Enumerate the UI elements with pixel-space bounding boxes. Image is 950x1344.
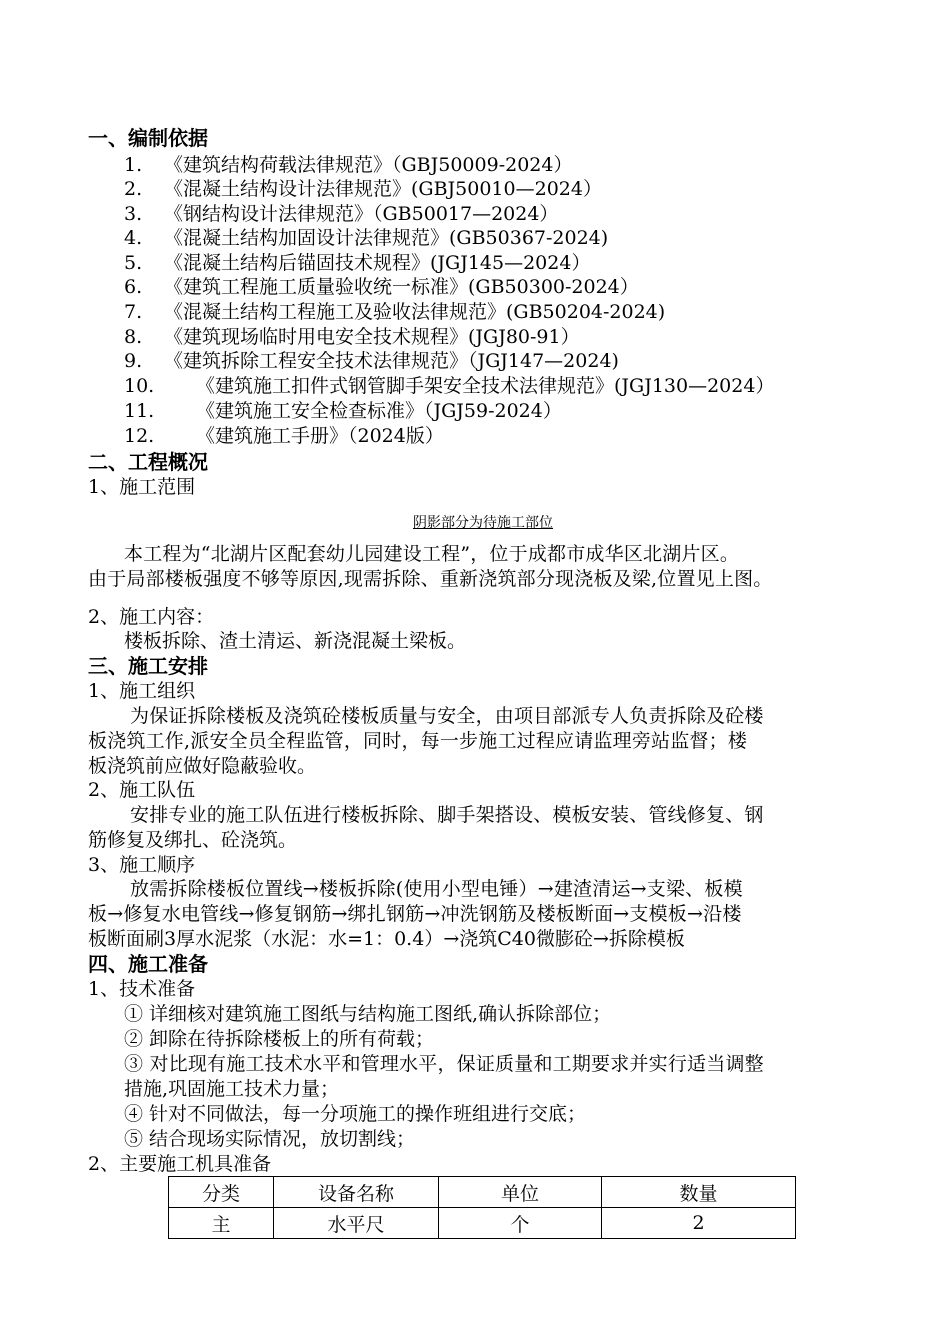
paragraph-line: 本工程为“北湖片区配套幼儿园建设工程”，位于成都市成华区北湖片区。 [124,543,740,565]
section-1-heading: 一、编制依据 [88,126,208,150]
reference-item [124,399,562,423]
reference-item [124,349,619,373]
list-item: 措施,巩固施工技术力量； [124,1078,340,1100]
section-4-heading: 四、施工准备 [88,952,208,976]
paragraph-line: 筋修复及绑扎、砼浇筑。 [88,829,298,851]
reference-number: 3. [124,203,143,225]
reference-number: 11. [124,400,155,422]
reference-number: 9. [124,350,143,372]
reference-number: 12. [124,425,155,447]
reference-number: 5. [124,252,143,274]
list-item: ④ 针对不同做法，每一分项施工的操作班组进行交底； [124,1103,587,1125]
paragraph-line: 安排专业的施工队伍进行楼板拆除、脚手架搭设、模板安装、管线修复、钢 [130,804,764,826]
reference-text: 《建筑拆除工程安全技术法律规范》（JGJ147—2024) [164,350,619,372]
reference-text: 《建筑结构荷载法律规范》（GBJ50009-2024） [164,154,573,176]
reference-text: 《建筑施工安全检查标准》（JGJ59-2024） [196,400,562,422]
reference-number: 2. [124,178,143,200]
reference-item [124,251,590,275]
reference-number: 7. [124,301,143,323]
subsection-heading: 2、施工内容： [88,606,215,628]
reference-item [124,424,444,448]
reference-item [124,325,580,349]
reference-item [124,226,608,250]
table-header-cell: 单位 [439,1177,602,1208]
paragraph-line: 为保证拆除楼板及浇筑砼楼板质量与安全，由项目部派专人负责拆除及砼楼 [130,705,764,727]
subsection-heading: 3、施工顺序 [88,854,196,876]
reference-number: 4. [124,227,143,249]
table-cell: 2 [602,1208,796,1239]
table-header-cell: 分类 [169,1177,274,1208]
table-header-cell: 数量 [602,1177,796,1208]
reference-item [124,300,665,324]
paragraph-line: 楼板拆除、渣土清运、新浇混凝土梁板。 [124,630,467,652]
reference-text: 《混凝土结构后锚固技术规程》(JGJ145—2024） [164,252,591,274]
reference-text: 《混凝土结构加固设计法律规范》(GB50367-2024) [164,227,609,249]
paragraph-line: 板断面刷3厚水泥浆（水泥：水=1：0.4）→浇筑C40微膨砼→拆除模板 [88,928,685,950]
paragraph-line: 由于局部楼板强度不够等原因,现需拆除、重新浇筑部分现浇板及梁,位置见上图。 [88,568,773,590]
table-header-row [169,1177,796,1208]
figure-caption: 阴影部分为待施工部位 [413,515,553,531]
reference-number: 6. [124,276,143,298]
list-item: ① 详细核对建筑施工图纸与结构施工图纸,确认拆除部位； [124,1003,612,1025]
reference-number: 10. [124,375,155,397]
reference-item [124,202,558,226]
subsection-heading: 1、施工组织 [88,680,196,702]
reference-number: 8. [124,326,143,348]
paragraph-line: 板浇筑工作,派安全员全程监管，同时，每一步施工过程应请监理旁站监督；楼 [88,730,748,752]
reference-text: 《混凝土结构工程施工及验收法律规范》(GB50204-2024) [164,301,666,323]
table-cell: 主 [169,1208,274,1239]
reference-text: 《混凝土结构设计法律规范》(GBJ50010—2024） [164,178,602,200]
table-cell: 个 [439,1208,602,1239]
table-row [169,1208,796,1239]
reference-number: 1. [124,154,143,176]
reference-text: 《建筑施工扣件式钢管脚手架安全技术法律规范》(JGJ130—2024） [196,375,775,397]
paragraph-line: 板→修复水电管线→修复钢筋→绑扎钢筋→冲洗钢筋及楼板断面→支模板→沿楼 [88,903,742,925]
reference-item [124,177,602,201]
reference-item [124,153,572,177]
reference-item [124,275,639,299]
paragraph-line: 放需拆除楼板位置线→楼板拆除(使用小型电锤）→建渣清运→支梁、板模 [130,878,743,900]
section-3-heading: 三、施工安排 [88,654,208,678]
reference-text: 《建筑施工手册》（2024版） [196,425,444,447]
paragraph-line: 板浇筑前应做好隐蔽验收。 [88,755,317,777]
list-item: ③ 对比现有施工技术水平和管理水平，保证质量和工期要求并实行适当调整 [124,1053,764,1075]
table-header-cell: 设备名称 [274,1177,439,1208]
equipment-table [168,1176,796,1239]
subsection-heading: 1、技术准备 [88,978,196,1000]
reference-item [124,374,774,398]
list-item: ② 卸除在待拆除楼板上的所有荷载； [124,1028,435,1050]
subsection-heading: 2、主要施工机具准备 [88,1153,272,1175]
subsection-heading: 2、施工队伍 [88,779,196,801]
subsection-heading: 1、施工范围 [88,476,196,498]
reference-text: 《建筑现场临时用电安全技术规程》(JGJ80-91） [164,326,580,348]
reference-text: 《钢结构设计法律规范》（GB50017—2024） [164,203,559,225]
reference-text: 《建筑工程施工质量验收统一标准》(GB50300-2024） [164,276,639,298]
list-item: ⑤ 结合现场实际情况，放切割线； [124,1128,416,1150]
section-2-heading: 二、工程概况 [88,450,208,474]
table-cell: 水平尺 [274,1208,439,1239]
